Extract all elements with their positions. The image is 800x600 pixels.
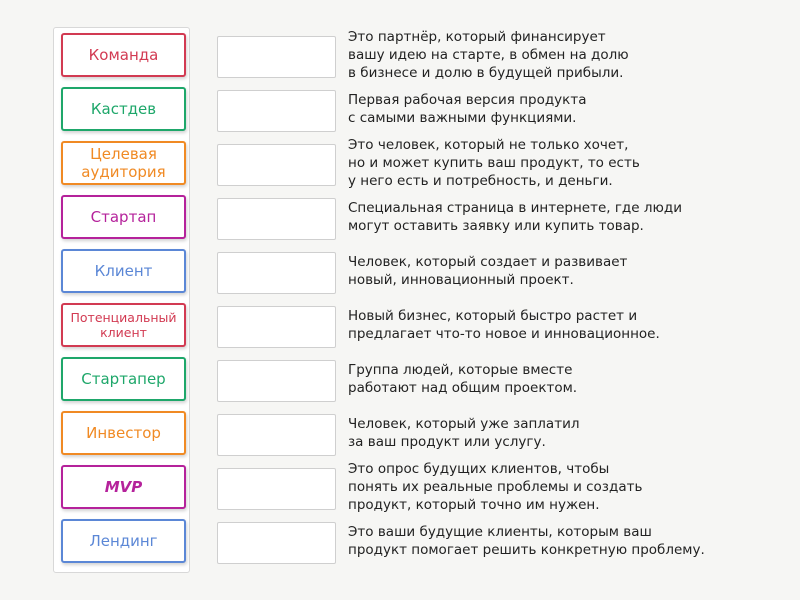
definition-9: Это опрос будущих клиентов, чтобы понять их реальные проблемы и создать продукт, который точно им нужен. bbox=[348, 461, 643, 513]
drop-slot-3[interactable] bbox=[217, 144, 336, 186]
definition-8: Человек, который уже заплатил за ваш продукт или услугу. bbox=[348, 416, 580, 450]
drop-slot-1[interactable] bbox=[217, 36, 336, 78]
definition-3: Это человек, который не только хочет, но и может купить ваш продукт, то есть у него есть и потребность, и деньги. bbox=[348, 137, 640, 189]
drop-slot-2[interactable] bbox=[217, 90, 336, 132]
term-tile-target-audience[interactable]: Целевая аудитория bbox=[61, 141, 186, 185]
term-tile-landing[interactable]: Лендинг bbox=[61, 519, 186, 563]
term-tile-potential-client[interactable]: Потенциальный клиент bbox=[61, 303, 186, 347]
definition-6: Новый бизнес, который быстро растет и предлагает что-то новое и инновационное. bbox=[348, 308, 660, 342]
drop-slot-4[interactable] bbox=[217, 198, 336, 240]
drop-slot-7[interactable] bbox=[217, 360, 336, 402]
term-tile-team[interactable]: Команда bbox=[61, 33, 186, 77]
term-tile-custdev[interactable]: Кастдев bbox=[61, 87, 186, 131]
definition-7: Группа людей, которые вместе работают над общим проектом. bbox=[348, 362, 578, 396]
term-tile-startup[interactable]: Стартап bbox=[61, 195, 186, 239]
term-tile-client[interactable]: Клиент bbox=[61, 249, 186, 293]
definition-1: Это партнёр, который финансирует вашу идею на старте, в обмен на долю в бизнесе и долю в будущей прибыли. bbox=[348, 29, 629, 81]
drop-slot-10[interactable] bbox=[217, 522, 336, 564]
term-tile-mvp[interactable]: MVP bbox=[61, 465, 186, 509]
drop-slot-6[interactable] bbox=[217, 306, 336, 348]
definition-5: Человек, который создает и развивает новый, инновационный проект. bbox=[348, 254, 628, 288]
definition-4: Специальная страница в интернете, где люди могут оставить заявку или купить товар. bbox=[348, 200, 682, 234]
definition-2: Первая рабочая версия продукта с самыми важными функциями. bbox=[348, 92, 587, 126]
drop-slot-5[interactable] bbox=[217, 252, 336, 294]
drop-slot-8[interactable] bbox=[217, 414, 336, 456]
drop-slot-9[interactable] bbox=[217, 468, 336, 510]
definition-10: Это ваши будущие клиенты, которым ваш продукт помогает решить конкретную проблему. bbox=[348, 524, 705, 558]
term-tile-investor[interactable]: Инвестор bbox=[61, 411, 186, 455]
term-tile-startuper[interactable]: Стартапер bbox=[61, 357, 186, 401]
